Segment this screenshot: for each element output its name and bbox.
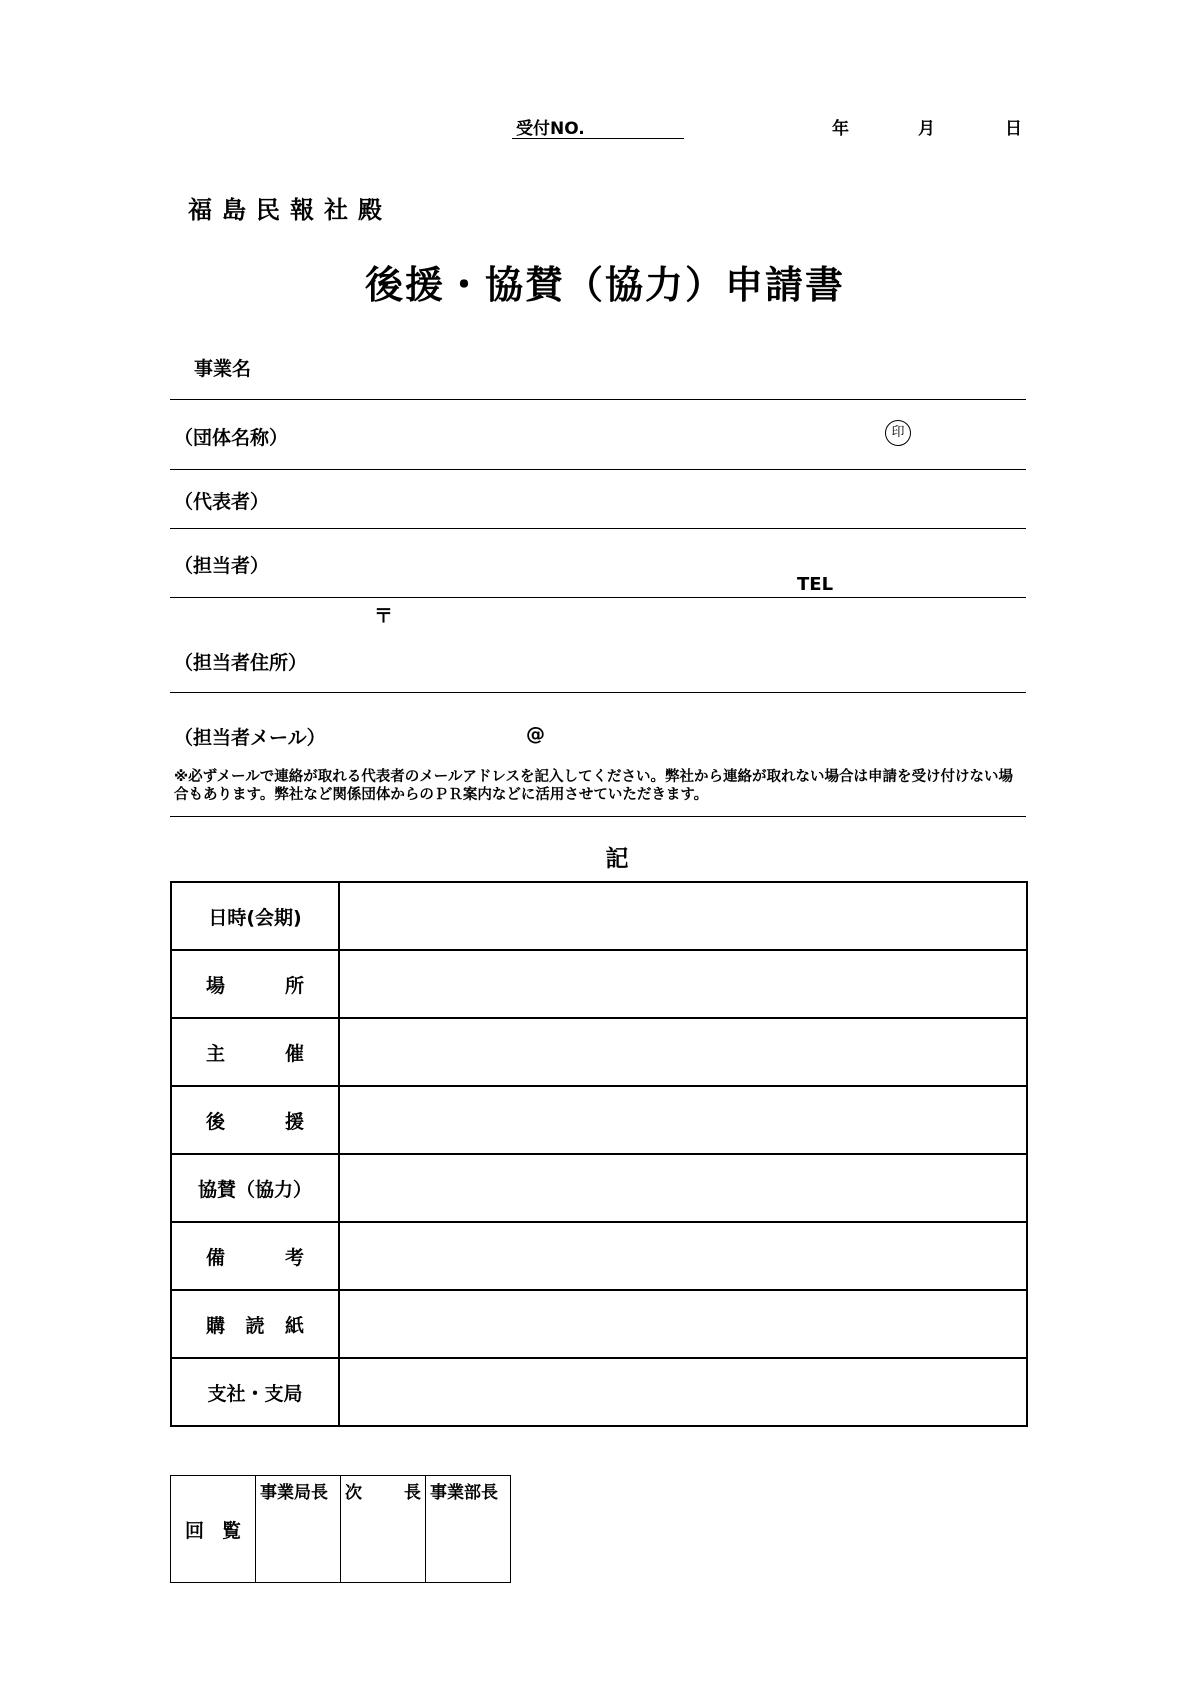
support-label: 後 援 (171, 1086, 339, 1154)
table-row (171, 1018, 1027, 1086)
year-label: 年 (832, 119, 849, 139)
representative-line (170, 528, 1026, 529)
organizer-label: 主 催 (171, 1018, 339, 1086)
organizer-value-cell[interactable] (339, 1018, 1027, 1086)
support-value-cell[interactable] (339, 1086, 1027, 1154)
note-line (170, 816, 1026, 817)
project-name-label: 事業名 (194, 358, 252, 380)
sponsorship-label: 協賛（協力） (171, 1154, 339, 1222)
representative-label: （代表者） (174, 491, 270, 513)
page-title: 後援・協賛（協力）申請書 (364, 263, 845, 307)
postal-mark: 〒 (374, 605, 394, 627)
deputy-label: 次 長 (345, 1483, 421, 1503)
circulation-table (170, 1475, 511, 1583)
address-line (170, 692, 1026, 693)
datetime-label: 日時(会期) (171, 882, 339, 950)
bureau-chief-label: 事業局長 (260, 1483, 328, 1503)
stamp-box-deputy[interactable] (341, 1476, 426, 1583)
remarks-label: 備 考 (171, 1222, 339, 1290)
email-label: （担当者メール） (174, 727, 326, 749)
table-row (171, 1086, 1027, 1154)
subscribed-paper-label: 購 読 紙 (171, 1290, 339, 1358)
branch-office-value-cell[interactable] (339, 1358, 1027, 1426)
table-row (171, 1358, 1027, 1426)
day-label: 日 (1005, 119, 1022, 139)
email-note: ※必ずメールで連絡が取れる代表者のメールアドレスを記入してください。弊社から連絡が取れない場合は申請を受け付けない場合もあります。弊社など関係団体からのＰＲ案内などに活用させていただきます。 (174, 769, 1013, 803)
table-row (171, 882, 1027, 950)
record-heading: 記 (605, 846, 629, 872)
details-table (170, 881, 1028, 1427)
venue-label: 場 所 (171, 950, 339, 1018)
address-label: （担当者住所） (174, 652, 308, 674)
stamp-box-division-manager[interactable] (426, 1476, 511, 1583)
organization-label: （団体名称） (174, 427, 289, 449)
project-name-line (170, 399, 1026, 400)
contact-person-line (170, 597, 1026, 598)
venue-value-cell[interactable] (339, 950, 1027, 1018)
table-row (171, 1222, 1027, 1290)
at-mark: @ (526, 723, 545, 745)
tel-label: TEL (797, 574, 834, 595)
receipt-number-line (512, 138, 684, 139)
receipt-number-label: 受付NO. (516, 119, 585, 139)
datetime-value-cell[interactable] (339, 882, 1027, 950)
sponsorship-value-cell[interactable] (339, 1154, 1027, 1222)
contact-person-label: （担当者） (174, 555, 270, 577)
table-row (171, 1290, 1027, 1358)
subscribed-paper-value-cell[interactable] (339, 1290, 1027, 1358)
seal-mark: 印 (885, 420, 911, 446)
branch-office-label: 支社・支局 (171, 1358, 339, 1426)
month-label: 月 (918, 119, 935, 139)
table-row (171, 950, 1027, 1018)
addressee: 福島民報社殿 (188, 196, 392, 224)
division-manager-label: 事業部長 (430, 1483, 498, 1503)
remarks-value-cell[interactable] (339, 1222, 1027, 1290)
stamp-box-bureau-chief[interactable] (256, 1476, 341, 1583)
circulation-label: 回 覧 (171, 1476, 256, 1583)
organization-line (170, 469, 1026, 470)
table-row (171, 1154, 1027, 1222)
